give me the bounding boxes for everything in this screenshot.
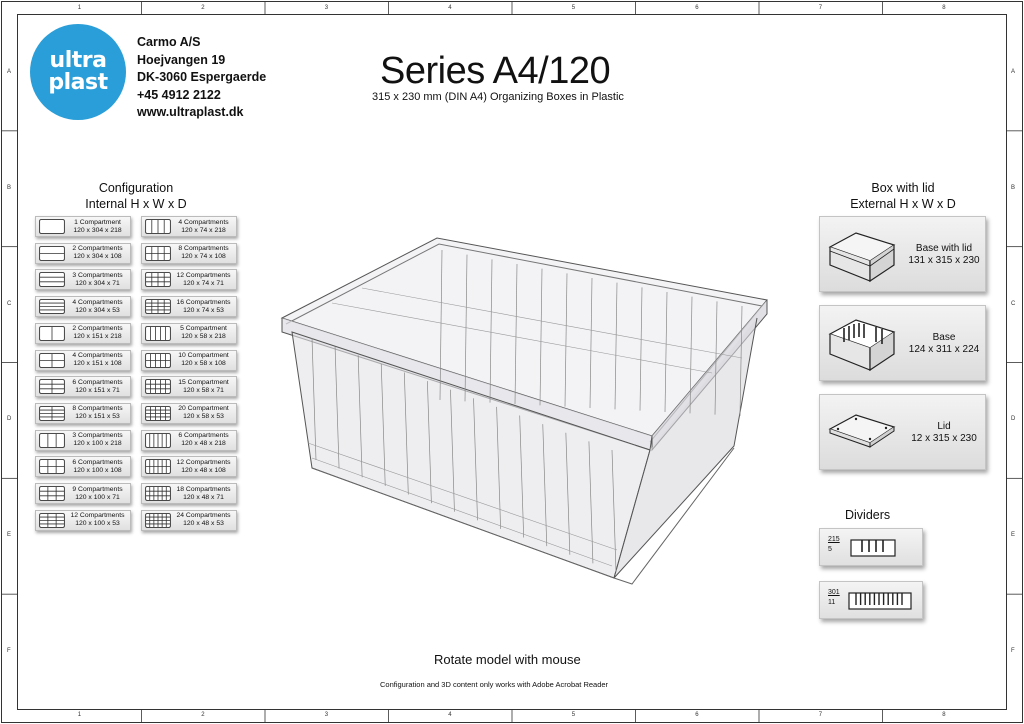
company-name: Carmo A/S xyxy=(137,35,201,49)
compartment-4x2-icon xyxy=(39,406,65,421)
grid-column-label: 1 xyxy=(77,5,82,11)
compartment-1x2-icon xyxy=(39,326,65,341)
config-dims: 120 x 304 x 218 xyxy=(73,226,122,234)
compartment-1x3-icon xyxy=(39,433,65,448)
dividers-heading: Dividers xyxy=(845,508,891,522)
compartment-1x5-icon xyxy=(145,326,171,341)
grid-column-label: 8 xyxy=(942,5,946,11)
config-label xyxy=(65,512,130,528)
config-label xyxy=(65,272,130,288)
config-button[interactable] xyxy=(141,456,237,477)
compartment-1x6-icon xyxy=(145,433,171,448)
grid-column-label: 1 xyxy=(77,712,82,718)
config-count: 15 Compartment xyxy=(178,378,229,386)
config-count: 12 Compartments xyxy=(176,458,231,466)
grid-row-label: B xyxy=(1011,184,1016,191)
compartment-2x1-icon xyxy=(39,246,65,261)
grid-column-label: 4 xyxy=(448,712,452,718)
grid-column-label: 5 xyxy=(571,712,576,718)
config-label xyxy=(171,379,236,395)
config-button[interactable] xyxy=(141,269,237,290)
config-button[interactable] xyxy=(141,350,237,371)
config-button[interactable] xyxy=(35,323,131,344)
config-count: 20 Compartment xyxy=(178,405,229,413)
config-dims: 120 x 151 x 218 xyxy=(73,333,122,341)
config-count: 12 Compartments xyxy=(176,271,231,279)
grid-row-label: B xyxy=(7,184,12,191)
divider-301-button[interactable] xyxy=(819,581,923,619)
config-count: 2 Compartments xyxy=(72,245,123,253)
config-count: 8 Compartments xyxy=(72,405,123,413)
config-count: 10 Compartment xyxy=(178,352,229,359)
base-label: Base xyxy=(932,332,956,343)
config-count: 8 Compartments xyxy=(178,245,229,253)
grid-row-label: F xyxy=(7,648,11,655)
ultraplast-logo[interactable] xyxy=(30,24,126,120)
config-label xyxy=(65,299,130,315)
config-button[interactable] xyxy=(35,296,131,317)
config-count: 18 Compartments xyxy=(176,485,231,493)
grid-column-label: 5 xyxy=(571,5,576,11)
config-button[interactable] xyxy=(141,243,237,264)
config-count: 3 Compartments xyxy=(72,271,123,279)
compartment-4x6-icon xyxy=(145,513,171,528)
box-with-lid-subtitle: External H x W x D xyxy=(850,197,956,211)
config-label xyxy=(171,459,236,475)
config-dims: 120 x 100 x 53 xyxy=(75,520,120,528)
grid-column-label: 3 xyxy=(324,5,329,11)
config-dims: 120 x 100 x 108 xyxy=(73,466,122,474)
config-dims: 120 x 151 x 108 xyxy=(73,360,122,367)
compartment-2x2-icon xyxy=(39,353,65,368)
config-button[interactable] xyxy=(141,216,237,237)
compartment-2x4-icon xyxy=(145,246,171,261)
grid-row-label: A xyxy=(7,68,12,75)
config-count: 9 Compartments xyxy=(72,485,123,493)
config-button[interactable] xyxy=(35,456,131,477)
config-dims: 120 x 100 x 71 xyxy=(75,493,120,501)
compartment-4x1-icon xyxy=(39,299,65,314)
page-subtitle: 315 x 230 mm (DIN A4) Organizing Boxes in Plastic xyxy=(372,91,624,103)
grid-column-label: 3 xyxy=(324,712,329,718)
config-button[interactable] xyxy=(141,430,237,451)
config-count: 16 Compartments xyxy=(176,298,231,306)
divider-301-slots: 11 xyxy=(828,599,836,606)
config-count: 4 Compartments xyxy=(72,352,123,359)
config-button[interactable] xyxy=(35,216,131,237)
config-label xyxy=(65,379,130,395)
grid-row-label: A xyxy=(1011,68,1016,75)
3d-box-model[interactable] xyxy=(272,228,777,593)
config-label xyxy=(171,352,236,368)
config-count: 24 Compartments xyxy=(176,512,231,520)
page-title: Series A4/120 xyxy=(380,50,611,92)
config-count: 4 Compartments xyxy=(178,218,229,226)
base-button[interactable] xyxy=(819,305,986,381)
config-label xyxy=(171,486,236,502)
box-base-icon xyxy=(826,312,898,376)
config-dims: 120 x 74 x 108 xyxy=(181,253,226,261)
box-with-lid-icon xyxy=(826,227,898,285)
compartment-4x5-icon xyxy=(145,406,171,421)
divider-long-icon xyxy=(848,591,920,611)
config-button[interactable] xyxy=(35,243,131,264)
base-dims: 124 x 311 x 224 xyxy=(908,344,980,355)
config-dims: 120 x 74 x 218 xyxy=(181,226,226,234)
compartment-3x5-icon xyxy=(145,379,171,394)
grid-column-label: 2 xyxy=(201,712,205,718)
config-label xyxy=(65,405,130,421)
config-dims: 120 x 58 x 53 xyxy=(183,413,224,421)
base-with-lid-label: Base with lid xyxy=(915,243,973,254)
box-with-lid-title: Box with lid xyxy=(871,181,935,195)
compartment-1x4-icon xyxy=(145,219,171,234)
config-dims: 120 x 58 x 71 xyxy=(183,386,224,394)
grid-column-label: 6 xyxy=(695,5,699,11)
config-label xyxy=(65,352,130,368)
config-count: 6 Compartments xyxy=(72,458,123,466)
grid-row-label: F xyxy=(1011,648,1015,655)
compartment-3x4-icon xyxy=(145,272,171,287)
compartment-3x1-icon xyxy=(39,272,65,287)
config-dims: 120 x 48 x 53 xyxy=(183,520,224,528)
configuration-title: Configuration xyxy=(98,181,174,195)
grid-row-label: D xyxy=(1011,416,1016,423)
compartment-3x2-icon xyxy=(39,379,65,394)
compartment-2x6-icon xyxy=(145,459,171,474)
config-label xyxy=(65,219,130,235)
config-label xyxy=(65,486,130,502)
config-dims: 120 x 304 x 108 xyxy=(73,253,122,261)
config-button[interactable] xyxy=(141,376,237,397)
config-label xyxy=(65,432,130,448)
company-city: DK-3060 Espergaerde xyxy=(137,70,267,85)
config-count: 5 Compartment xyxy=(180,325,227,333)
config-dims: 120 x 48 x 71 xyxy=(183,493,224,501)
grid-column-label: 7 xyxy=(818,712,823,718)
config-count: 1 Compartment xyxy=(74,218,121,226)
grid-column-label: 4 xyxy=(448,5,452,11)
company-street: Hoejvangen 19 xyxy=(137,52,226,67)
config-dims: 120 x 304 x 71 xyxy=(75,279,120,287)
grid-column-label: 7 xyxy=(818,5,823,11)
company-web-link[interactable]: www.ultraplast.dk xyxy=(137,105,244,120)
config-button[interactable] xyxy=(141,510,237,531)
compartment-4x4-icon xyxy=(145,299,171,314)
config-dims: 120 x 58 x 108 xyxy=(181,360,226,367)
config-button[interactable] xyxy=(141,296,237,317)
config-button[interactable] xyxy=(141,403,237,424)
box-with-lid-heading xyxy=(832,180,974,212)
config-button[interactable] xyxy=(35,269,131,290)
lid-icon xyxy=(826,411,898,455)
divider-short-icon xyxy=(850,538,914,558)
config-label xyxy=(171,245,236,261)
compartment-4x3-icon xyxy=(39,513,65,528)
grid-column-label: 6 xyxy=(695,712,699,718)
config-button[interactable] xyxy=(35,430,131,451)
rotate-model-hint: Rotate model with mouse xyxy=(434,652,581,667)
compartment-2x5-icon xyxy=(145,353,171,368)
config-label xyxy=(171,219,236,235)
compartment-2x3-icon xyxy=(39,459,65,474)
config-button[interactable] xyxy=(141,323,237,344)
compartment-3x6-icon xyxy=(145,486,171,501)
config-dims: 120 x 74 x 53 xyxy=(183,306,224,314)
config-label xyxy=(171,299,236,315)
configuration-subtitle: Internal H x W x D xyxy=(85,197,187,211)
grid-row-label: E xyxy=(7,532,12,539)
grid-row-label: E xyxy=(1011,532,1016,539)
acrobat-note: Configuration and 3D content only works with Adobe Acrobat Reader xyxy=(380,680,609,689)
base-with-lid-button[interactable] xyxy=(819,216,986,292)
config-label xyxy=(171,325,236,341)
divider-215-length: 215 xyxy=(828,536,840,543)
config-dims: 120 x 100 x 218 xyxy=(73,440,122,448)
grid-row-label: C xyxy=(7,300,12,307)
config-label xyxy=(171,512,236,528)
config-count: 3 Compartments xyxy=(72,432,123,440)
company-phone: +45 4912 2122 xyxy=(137,87,221,102)
compartment-1x1-icon xyxy=(39,219,65,234)
config-button[interactable] xyxy=(35,376,131,397)
config-button[interactable] xyxy=(35,403,131,424)
config-dims: 120 x 151 x 53 xyxy=(75,413,120,421)
grid-row-label: C xyxy=(1011,300,1016,307)
config-dims: 120 x 151 x 71 xyxy=(75,386,120,394)
config-dims: 120 x 48 x 108 xyxy=(181,466,226,474)
config-count: 12 Compartments xyxy=(70,512,125,520)
grid-column-label: 2 xyxy=(201,5,205,11)
config-button[interactable] xyxy=(141,483,237,504)
config-label xyxy=(171,432,236,448)
config-dims: 120 x 58 x 218 xyxy=(181,333,226,341)
divider-215-slots: 5 xyxy=(828,546,832,553)
logo-line1: ultra xyxy=(49,48,107,73)
config-dims: 120 x 304 x 53 xyxy=(75,306,120,314)
logo-line2: plast xyxy=(48,70,108,95)
config-label xyxy=(65,325,130,341)
config-label xyxy=(171,272,236,288)
config-button[interactable] xyxy=(35,350,131,371)
configuration-heading xyxy=(60,180,212,212)
config-count: 4 Compartments xyxy=(72,298,123,306)
config-label xyxy=(65,245,130,261)
grid-row-label: D xyxy=(7,416,12,423)
divider-215-button[interactable] xyxy=(819,528,923,566)
config-label xyxy=(65,459,130,475)
lid-label: Lid xyxy=(937,421,951,432)
lid-button[interactable] xyxy=(819,394,986,470)
config-count: 6 Compartments xyxy=(178,432,229,440)
config-count: 2 Compartments xyxy=(72,325,123,333)
config-dims: 120 x 74 x 71 xyxy=(183,279,224,287)
config-count: 6 Compartments xyxy=(72,378,123,386)
config-button[interactable] xyxy=(35,483,131,504)
grid-column-label: 8 xyxy=(942,712,946,718)
compartment-3x3-icon xyxy=(39,486,65,501)
config-button[interactable] xyxy=(35,510,131,531)
config-dims: 120 x 48 x 218 xyxy=(181,440,226,448)
config-label xyxy=(171,405,236,421)
base-with-lid-dims: 131 x 315 x 230 xyxy=(908,255,980,266)
company-info xyxy=(137,34,266,122)
lid-dims: 12 x 315 x 230 xyxy=(911,433,977,444)
divider-301-length: 301 xyxy=(828,589,840,596)
